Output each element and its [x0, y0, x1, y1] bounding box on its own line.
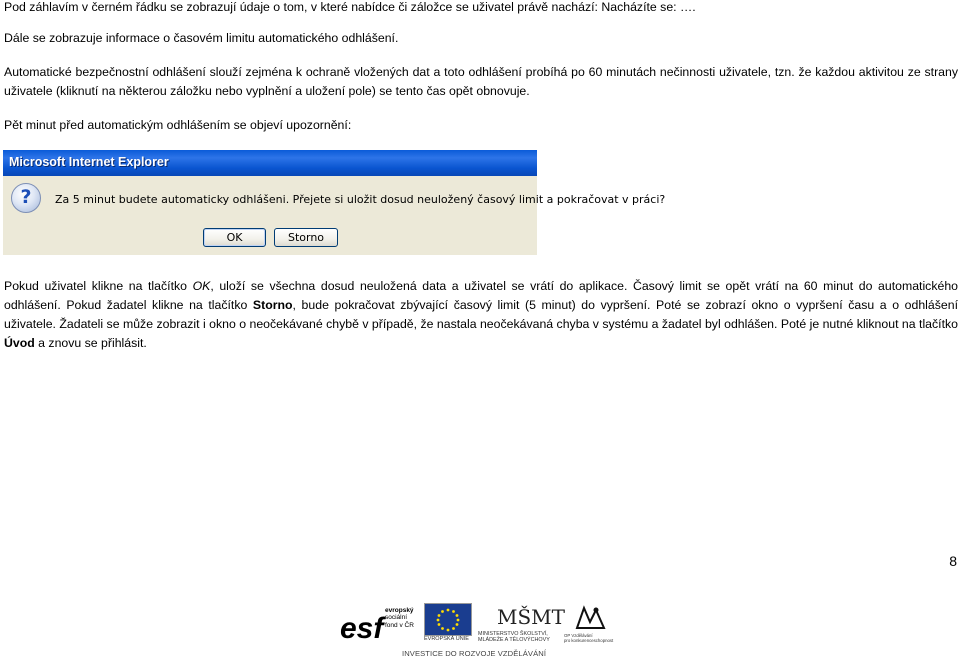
- msmt-logo: [496, 602, 565, 630]
- eu-flag-icon: [424, 603, 472, 636]
- esf-caption-line: evropský: [385, 607, 414, 614]
- term-uvod: Úvod: [4, 336, 35, 350]
- op-vzdelavani-logo: [574, 604, 608, 632]
- msmt-caption-line: MLÁDEŽE A TĚLOVÝCHOVY: [478, 637, 550, 643]
- paragraph-current-location: Pod záhlavím v černém řádku se zobrazují údaje o tom, v které nabídce či záložce se uživatel právě nachází: Nacházíte se: ….: [4, 0, 696, 14]
- text-fragment: , bude pokračovat zbývající časový limit (5 minut) do vypršení. Poté se zobrazí okno o vypršení času a o odhlášení uživatele. Žadateli se může zobrazit i okno o neočekávané chybě v případě, že nastala neočekávaná chyba v systému a žadatel byl odhlášen. Poté je nutné kliknout na tlačítko: [4, 298, 958, 331]
- paragraph-warning-intro: Pět minut před automatickým odhlášením se objeví upozornění:: [4, 118, 352, 132]
- page-number: 8: [949, 553, 957, 569]
- op-caption: [564, 633, 613, 643]
- msmt-logo-text: MŠMT: [497, 605, 565, 629]
- storno-button[interactable]: Storno: [274, 228, 338, 247]
- esf-logo: [338, 604, 384, 644]
- msmt-caption-line: MINISTERSTVO ŠKOLSTVÍ,: [478, 631, 548, 637]
- eu-caption: EVROPSKÁ UNIE: [424, 636, 469, 642]
- esf-logo-text: esf: [340, 612, 384, 645]
- dialog-titlebar: [3, 150, 537, 176]
- esf-caption-line: sociální: [385, 614, 408, 622]
- paragraph-dialog-explanation: [4, 277, 958, 353]
- logout-warning-dialog: [3, 150, 666, 255]
- esf-caption-line: fond v ČR: [385, 621, 414, 629]
- dialog-message: Za 5 minut budete automaticky odhlášeni. Přejete si uložit dosud neuložený časový limit a pokračovat v práci?: [55, 193, 666, 206]
- ok-button[interactable]: OK: [203, 228, 266, 247]
- footer-tagline: INVESTICE DO ROZVOJE VZDĚLÁVÁNÍ: [402, 649, 547, 658]
- op-caption-line: OP Vzdělávání: [564, 633, 593, 638]
- paragraph-timeout-info: Dále se zobrazuje informace o časovém limitu automatického odhlášení.: [4, 31, 399, 45]
- text-fragment: , uloží se všechna dosud neuložená data a uživatel se vrátí do aplikace. Časový limit se opět vrátí na 60 minut do automatického odhlášení. Pokud žadatel klikne na tlačítko: [4, 279, 958, 312]
- term-ok: OK: [192, 279, 211, 293]
- dialog-title: Microsoft Internet Explorer: [9, 155, 169, 169]
- question-icon: ?: [11, 183, 41, 213]
- op-caption-line: pro konkurenceschopnost: [564, 638, 614, 643]
- text-fragment: Pokud uživatel klikne na tlačítko: [4, 279, 193, 293]
- esf-caption: [385, 607, 414, 629]
- footer-logos: [336, 600, 616, 658]
- paragraph-auto-logout: Automatické bezpečnostní odhlášení slouží zejména k ochraně vložených dat a toto odhlášení probíhá po 60 minutách nečinnosti uživatele, tzn. že každou aktivitou ze strany uživatele (kliknutí na některou záložku nebo vyplnění a uložení pole) se tento čas opět obnovuje.: [4, 65, 958, 98]
- text-fragment: a znovu se přihlásit.: [34, 336, 147, 350]
- term-storno: Storno: [252, 298, 293, 312]
- msmt-caption: [478, 631, 550, 643]
